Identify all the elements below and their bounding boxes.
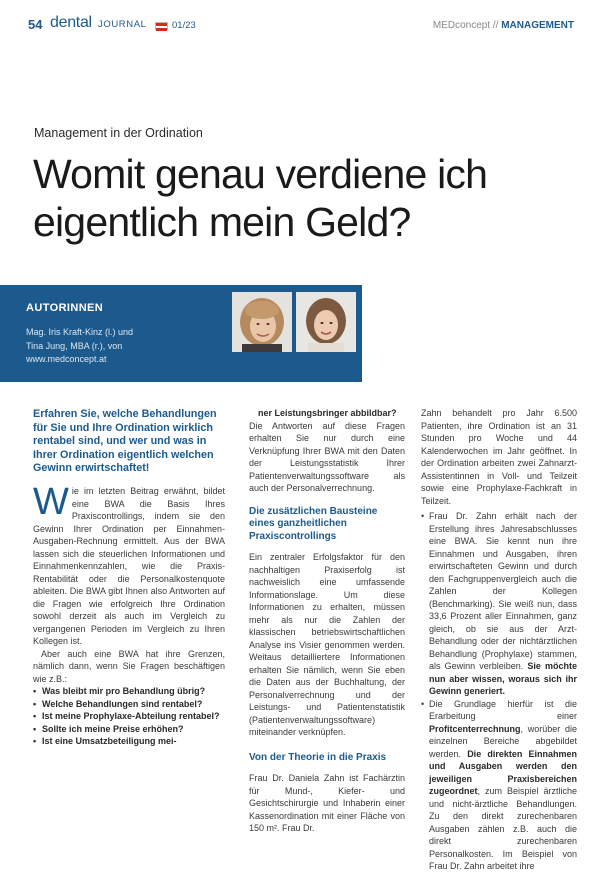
list-item: • Ist meine Prophylaxe-Abteilung rentabel? [33, 710, 225, 723]
article-kicker: Management in der Ordination [34, 126, 203, 140]
list-item: • Was bleibt mir pro Behandlung übrig? [33, 685, 225, 698]
author-photo-right [296, 292, 356, 352]
paragraph: Wie im letzten Beitrag erwähnt, bildet eine BWA die Basis Ihres Praxiscontrollings, indem sie den Gewinn Ihrer Ordination per Einnahmen-Ausgaben-Rechnung ermittelt. Aus der BWA lassen sich die steuerlichen Informationen und Einnahmenkennzahlen, wie die Praxis-Rentabilität oder die Personalkostenquote ableiten. Die BWA gibt Ihnen also Antworten auf die Fragen wie erfolgreich Ihre Ordination sowohl derzeit als auch im Vergleich zu vergangenen Perioden im Vergleich zu Ihren Kollegen ist. [33, 481, 225, 646]
brand-logo: dental [50, 14, 92, 31]
paragraph: Zahn behandelt pro Jahr 6.500 Patienten, ihre Ordination ist an 31 Stunden pro Woche und 44 Kalenderwochen im Jahr geöffnet. In der Ordination arbeiten zwei Zahnarzt-Assistentinnen in Voll- und Teilzeit sowie eine Prophylaxe-Fachkraft in Teilzeit. [421, 408, 577, 506]
author-names-line2: Tina Jung, MBA (r.), von [26, 340, 123, 351]
list-item: • Frau Dr. Zahn erhält nach der Erstellung ihres Jahresabschlusses eine BWA. Sie kennt nun ihre Einnahmen und Ausgaben, ihren erwirtschafteten Gewinn und durch den Fachgruppenvergleich auch die Zahlen der Kollegen (Benchmarking). Sie weiß nun, dass 33,6 Prozent aller Einnahmen, ganz gleich, ob sie aus der Arzt-Behandlung oder der nichtärztlichen Behandlung (Prophylaxe) stammen, als Gewinn verbleiben. Sie möchte nun aber wissen, woraus sich ihr Gewinn generiert. [421, 510, 577, 698]
article-title: Womit genau verdiene ich eigentlich mein Geld? [33, 151, 488, 245]
list-item: • Welche Behandlungen sind rentabel? [33, 698, 225, 711]
paragraph: Frau Dr. Daniela Zahn ist Fachärztin für Mund-, Kiefer- und Gesichtschirurgie und Inhaberin einer Kassenordination mit einer Fläche von 150 m². Frau Dr. [249, 773, 405, 833]
austria-flag-icon [155, 22, 168, 30]
author-box-label: AUTORINNEN [26, 302, 104, 314]
paragraph: Aber auch eine BWA hat ihre Grenzen, nämlich dann, wenn Sie Fragen beschäftigen wie z.B.: [33, 648, 225, 684]
list-item: • Die Grundlage hierfür ist die Erarbeitung einer Profitcenterrechnung, worüber die einzelnen Bereiche abgebildet werden. Die direkten Einnahmen und Ausgaben werden den jeweiligen Praxisbereichen zugeordnet, zum Beispiel ärztliche und nicht-ärztliche Behandlungen. Zu den direkt zurechenbaren Ausgaben zählen z.B. auch die direkt zurechenbaren Personalkosten. Im Beispiel von Frau Dr. Zahn arbeitet ihre [421, 698, 577, 873]
author-names-line1: Mag. Iris Kraft-Kinz (l.) und [26, 327, 134, 337]
drop-cap: W [33, 481, 69, 523]
subheading: Die zusätzlichen Bausteine eines ganzheitlichen Praxiscontrollings [249, 505, 378, 542]
subheading: Von der Theorie in die Praxis [249, 751, 387, 763]
author-photo-left [232, 292, 292, 352]
column-2 [249, 407, 405, 835]
paragraph: Die Antworten auf diese Fragen erhalten Sie nur durch eine Verknüpfung Ihrer BWA mit den Daten der Leistungsstatistik Ihrer Patientenverwaltungssoftware als auch der Personalverrechnung. [249, 420, 405, 493]
page-number: 54 [28, 17, 43, 32]
page-header [28, 14, 574, 36]
section-label: MEDconcept // MANAGEMENT [432, 20, 574, 31]
article-lead: Erfahren Sie, welche Behandlungen für Sie und Ihre Ordination wirklich rentabel sind, und wer und was in Ihrer Ordination eigentlich welchen Gewinn erwirtschaftet! [33, 408, 217, 474]
author-website: www.medconcept.at [26, 354, 107, 364]
column-3 [421, 407, 577, 873]
list-item: • Ist eine Umsatzbeteiligung mei- [33, 735, 225, 748]
column-1 [33, 481, 225, 748]
issue-number: 01/23 [172, 20, 196, 31]
case-list [421, 510, 577, 873]
question-list [33, 685, 225, 748]
brand-logo-suffix: JOURNAL [98, 19, 147, 30]
list-item: • Sollte ich meine Preise erhöhen? [33, 723, 225, 736]
paragraph: Ein zentraler Erfolgsfaktor für den nachhaltigen Praxiserfolg ist nachweislich eine umfassende Informationslage. Um diese Informationen zu erhalten, müssen mehr als nur die Zahlen der klassischen betriebswirtschaftlichen Analyse ins Visier genommen werden. Weitaus detailliertere Informationen erhalten Sie nämlich, wenn Sie eben die Daten aus der Buchhaltung, der Personalverrechnung und der Leistungs- und Patientenstatistik (Patientenverwaltungssoftware) miteinander verknüpfen. [249, 552, 405, 737]
author-box-text [26, 326, 226, 367]
list-continuation: ner Leistungsbringer abbildbar? [258, 408, 397, 418]
